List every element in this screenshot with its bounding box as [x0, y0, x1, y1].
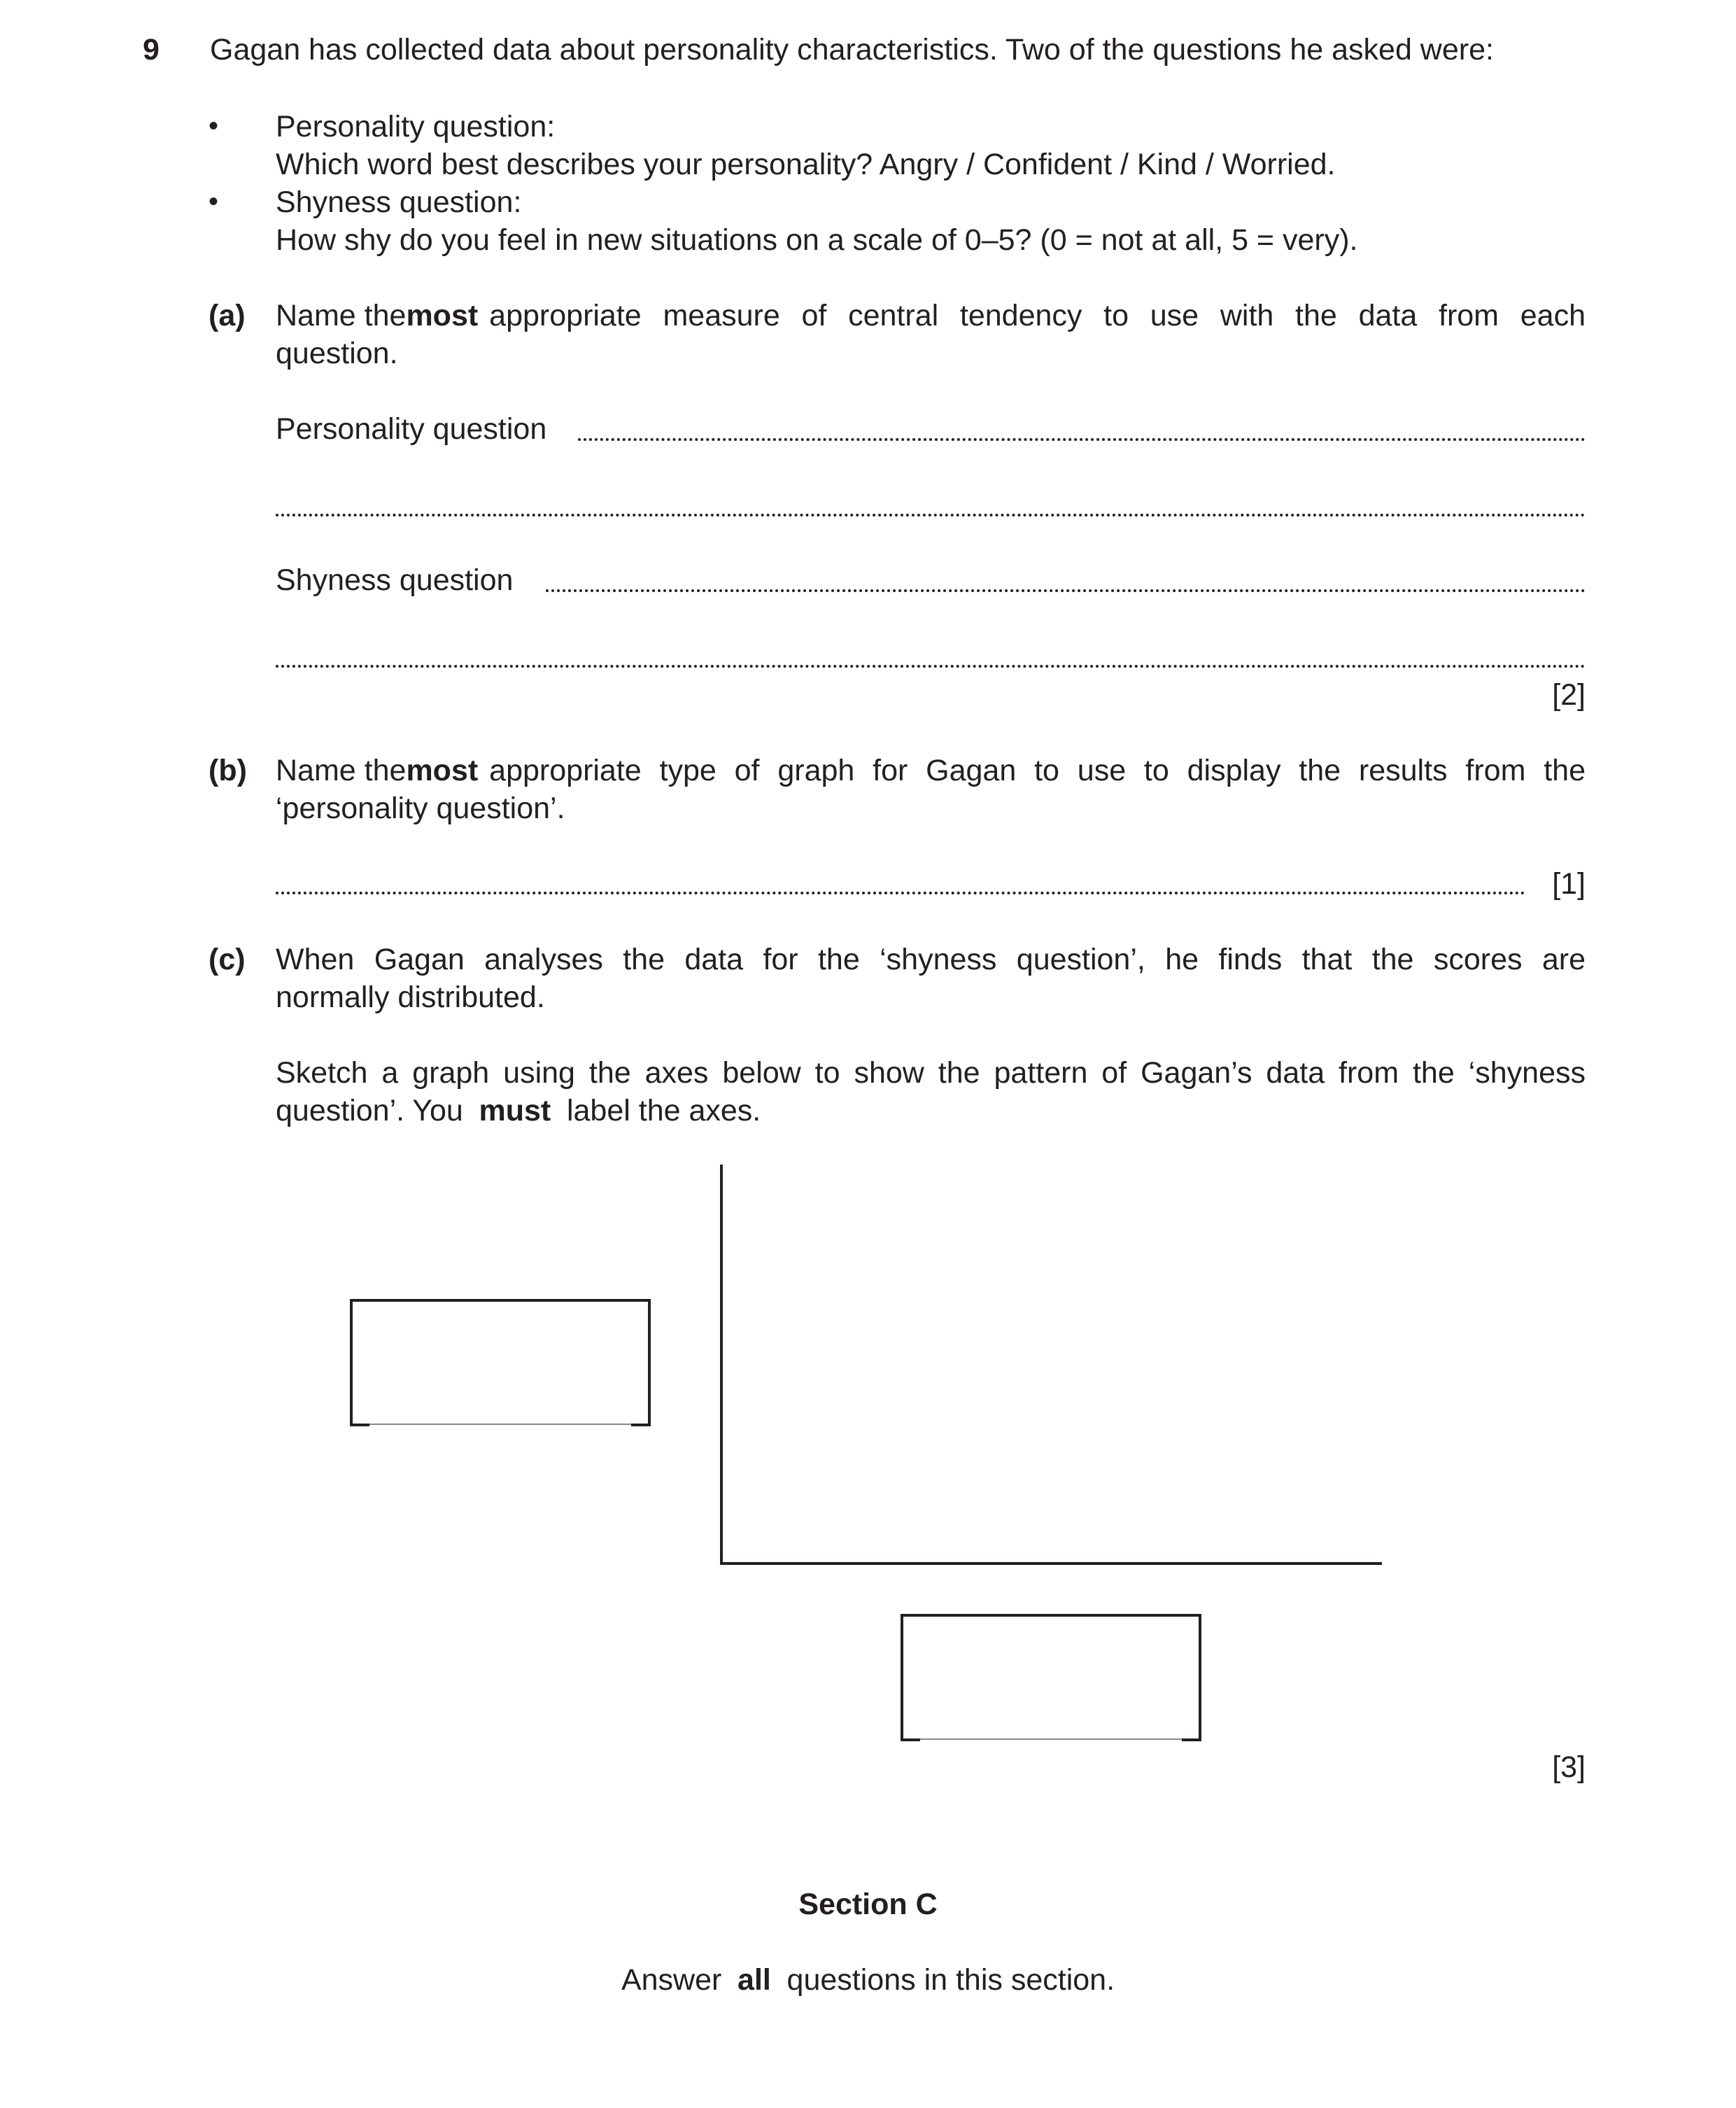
part-b-question-line1	[276, 753, 1586, 789]
section-instruction-after: questions in this section.	[786, 1963, 1115, 1997]
part-b-label: (b)	[209, 754, 247, 787]
part-b-emphasis: most	[406, 754, 479, 787]
part-b-text-after: appropriate type of graph for Gagan to use to display the results from the	[489, 754, 1586, 787]
part-c-sketch-line2	[276, 1093, 761, 1130]
x-axis-label-box[interactable]	[901, 1614, 1201, 1738]
part-a-question-line1	[276, 298, 1586, 335]
part-c-sketch-line2-after: label the axes.	[566, 1094, 761, 1127]
part-c-label: (c)	[209, 943, 246, 976]
part-a-text-before: Name the	[276, 299, 407, 332]
section-title: Section C	[798, 1888, 938, 1921]
bullet-2-title: Shyness question:	[276, 185, 522, 219]
part-b-marks: [1]	[1552, 867, 1586, 901]
part-c-sketch-line2-emphasis: must	[479, 1094, 551, 1127]
part-a-emphasis: most	[406, 299, 479, 332]
part-c-question-line2: normally distributed.	[276, 981, 545, 1014]
part-b-text-before: Name the	[276, 754, 407, 787]
section-instruction-before: Answer	[621, 1963, 722, 1997]
part-c-marks: [3]	[1552, 1750, 1586, 1784]
bullet-2-text: How shy do you feel in new situations on a scale of 0–5? (0 = not at all, 5 = very).	[276, 223, 1358, 257]
part-a-label: (a)	[209, 299, 246, 332]
part-c-sketch-line1: Sketch a graph using the axes below to show the pattern of Gagan’s data from the ‘shyness	[276, 1056, 1586, 1090]
part-b-question-line2: ‘personality question’.	[276, 792, 565, 825]
section-instruction	[0, 1962, 1736, 1999]
part-c-sketch-line2-before: question’. You	[276, 1094, 463, 1127]
part-a-question-line2: question.	[276, 337, 398, 370]
part-a-answer2-label: Shyness question	[276, 563, 514, 597]
bullet-1-title: Personality question:	[276, 110, 556, 143]
part-a-text-after: appropriate measure of central tendency to use with the data from each	[489, 299, 1586, 332]
part-a-answer2-line[interactable]	[546, 589, 1586, 592]
y-axis	[720, 1165, 723, 1565]
part-b-answer-line[interactable]	[276, 892, 1525, 894]
question-intro: Gagan has collected data about personality characteristics. Two of the questions he asked were:	[210, 33, 1494, 66]
bullet-1-text: Which word best describes your personality? Angry / Confident / Kind / Worried.	[276, 148, 1336, 181]
part-c-question-line1: When Gagan analyses the data for the ‘shyness question’, he finds that the scores are	[276, 943, 1586, 976]
part-a-answer2-continuation-line[interactable]	[276, 665, 1586, 668]
section-instruction-emphasis: all	[738, 1963, 771, 1997]
bullet-dot-1: •	[209, 111, 219, 141]
part-a-answer1-label: Personality question	[276, 412, 547, 446]
part-a-marks: [2]	[1552, 678, 1586, 712]
question-number: 9	[143, 33, 160, 66]
y-axis-label-box[interactable]	[350, 1299, 651, 1424]
x-axis	[720, 1562, 1382, 1565]
part-a-answer1-line[interactable]	[578, 438, 1586, 441]
bullet-dot-2: •	[209, 186, 219, 217]
part-a-answer1-continuation-line[interactable]	[276, 514, 1586, 517]
